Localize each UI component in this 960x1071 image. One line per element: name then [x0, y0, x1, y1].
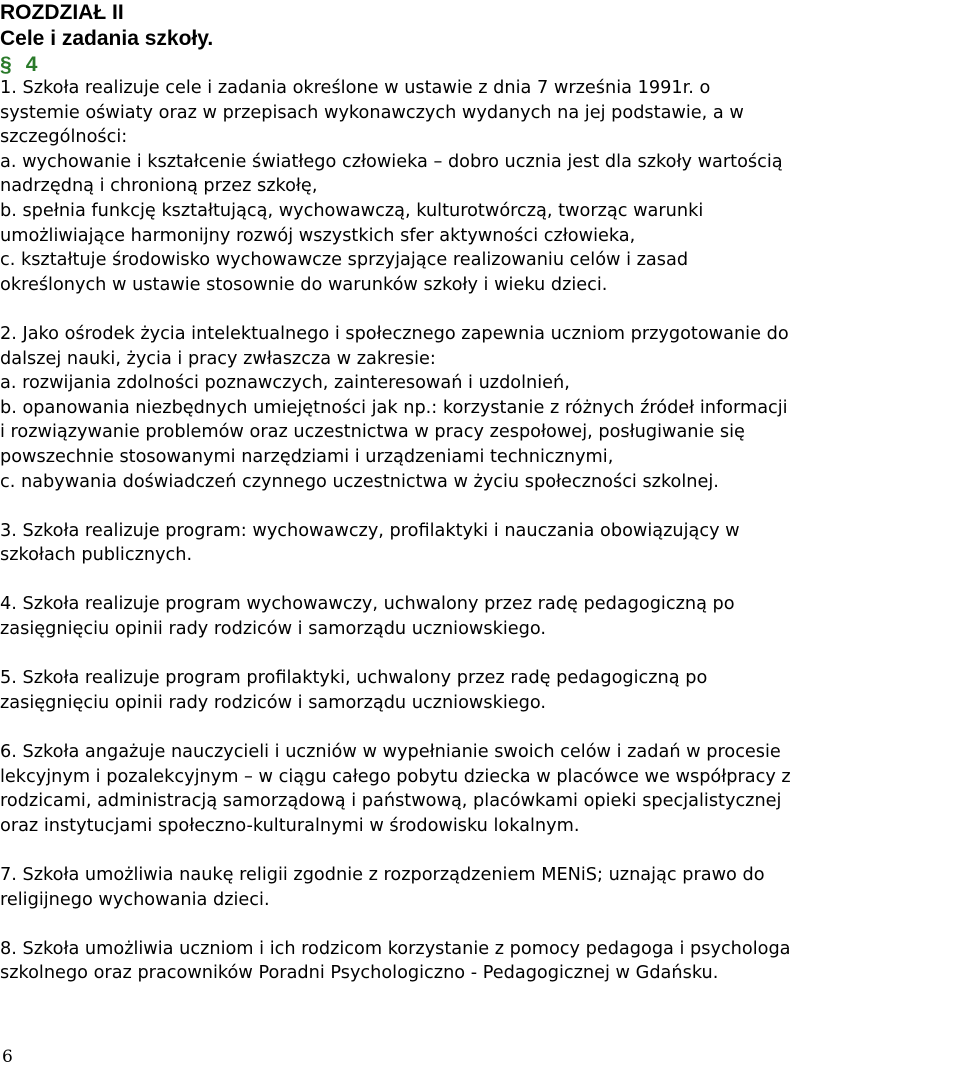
paragraph-gap	[0, 494, 791, 519]
paragraph-gap	[0, 642, 791, 667]
paragraph-line: umożliwiające harmonijny rozwój wszystkich sfer aktywności człowieka,	[0, 225, 636, 246]
paragraph-line: 8. Szkoła umożliwia uczniom i ich rodzicom korzystanie z pomocy pedagoga i psychologa	[0, 938, 791, 959]
paragraph-line: szkolnego oraz pracowników Poradni Psychologiczno - Pedagogicznej w Gdańsku.	[0, 963, 719, 984]
paragraph-3	[0, 519, 791, 568]
paragraph-4	[0, 592, 791, 641]
paragraph-line: dalszej nauki, życia i pracy zwłaszcza w zakresie:	[0, 348, 436, 369]
paragraph-line: oraz instytucjami społeczno-kulturalnymi w środowisku lokalnym.	[0, 815, 580, 836]
paragraph-7	[0, 863, 791, 912]
list-item-c: c. kształtuje środowisko wychowawcze sprzyjające realizowaniu celów i zasad	[0, 250, 689, 271]
paragraph-line: 2. Jako ośrodek życia intelektualnego i społecznego zapewnia uczniom przygotowanie do	[0, 323, 789, 344]
paragraph-2	[0, 322, 791, 494]
paragraph-line: 7. Szkoła umożliwia naukę religii zgodnie z rozporządzeniem MENiS; uznając prawo do	[0, 865, 765, 885]
paragraph-line: 3. Szkoła realizuje program: wychowawczy, profilaktyki i nauczania obowiązujący w	[0, 520, 740, 541]
paragraph-8	[0, 937, 791, 986]
paragraph-line: rodzicami, administracją samorządową i państwową, placówkami opieki specjalistycznej	[0, 791, 782, 812]
paragraph-gap	[0, 912, 791, 937]
paragraph-line: zasięgnięciu opinii rady rodziców i samorządu uczniowskiego.	[0, 692, 546, 713]
paragraph-line: religijnego wychowania dzieci.	[0, 889, 270, 910]
list-item-a: a. wychowanie i kształcenie światłego człowieka – dobro ucznia jest dla szkoły wartością	[0, 151, 783, 172]
section-marker	[0, 52, 213, 78]
paragraph-6	[0, 740, 791, 838]
chapter-title: ROZDZIAŁ II	[0, 1, 124, 24]
paragraph-line: zasięgnięciu opinii rady rodziców i samorządu uczniowskiego.	[0, 619, 546, 640]
section-number: 4	[25, 53, 38, 76]
paragraph-5	[0, 666, 791, 715]
paragraph-line: i rozwiązywanie problemów oraz uczestnictwa w pracy zespołowej, posługiwanie się	[0, 422, 745, 443]
paragraph-line: powszechnie stosowanymi narzędziami i urządzeniami technicznymi,	[0, 446, 614, 467]
paragraph-line: lekcyjnym i pozalekcyjnym – w ciągu całego pobytu dziecka w placówce we współpracy z	[0, 766, 791, 787]
paragraph-line: systemie oświaty oraz w przepisach wykonawczych wydanych na jej podstawie, a w	[0, 102, 744, 123]
chapter-header	[0, 0, 213, 78]
list-item-b: b. opanowania niezbędnych umiejętności jak np.: korzystanie z różnych źródeł informacji	[0, 397, 788, 418]
paragraph-line: 6. Szkoła angażuje nauczycieli i uczniów w wypełnianie swoich celów i zadań w procesie	[0, 742, 781, 763]
paragraph-gap	[0, 838, 791, 863]
paragraph-gap	[0, 297, 791, 322]
paragraph-line: szkołach publicznych.	[0, 545, 193, 566]
list-item-c: c. nabywania doświadczeń czynnego uczestnictwa w życiu społeczności szkolnej.	[0, 471, 719, 492]
chapter-subtitle: Cele i zadania szkoły.	[0, 27, 214, 50]
paragraph-line: określonych w ustawie stosownie do warunków szkoły i wieku dzieci.	[0, 274, 608, 295]
paragraph-gap	[0, 568, 791, 593]
paragraph-line: 5. Szkoła realizuje program profilaktyki, uchwalony przez radę pedagogiczną po	[0, 668, 708, 689]
list-item-b: b. spełnia funkcję kształtującą, wychowawczą, kulturotwórczą, tworząc warunki	[0, 200, 704, 221]
paragraph-line: 1. Szkoła realizuje cele i zadania określone w ustawie z dnia 7 września 1991r. o	[0, 78, 711, 98]
paragraph-line: 4. Szkoła realizuje program wychowawczy, uchwalony przez radę pedagogiczną po	[0, 594, 735, 615]
body-text	[0, 76, 791, 986]
paragraph-line: szczególności:	[0, 127, 128, 148]
section-sign-icon: §	[0, 53, 12, 76]
paragraph-gap	[0, 715, 791, 740]
page-number: 6	[2, 1047, 13, 1067]
list-item-a: a. rozwijania zdolności poznawczych, zainteresowań i uzdolnień,	[0, 373, 570, 394]
paragraph-line: nadrzędną i chronioną przez szkołę,	[0, 176, 318, 197]
paragraph-1	[0, 76, 791, 297]
